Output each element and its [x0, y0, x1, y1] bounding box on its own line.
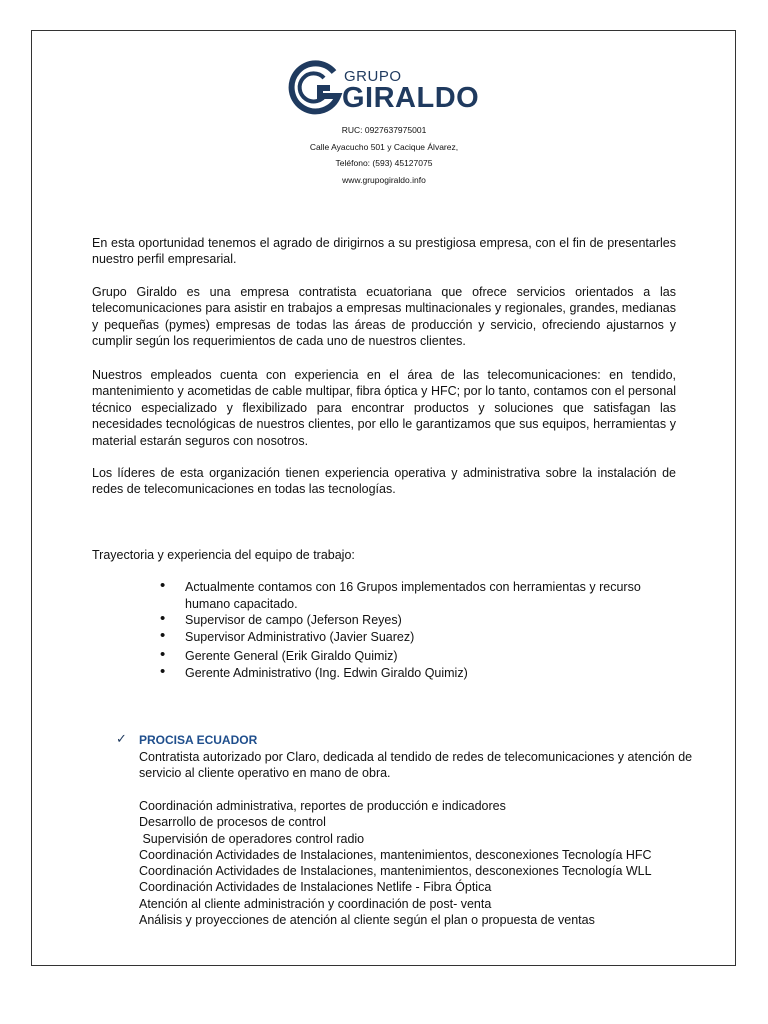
list-item: • Gerente Administrativo (Ing. Edwin Giraldo Quimiz): [160, 665, 680, 682]
list-item: • Supervisor Administrativo (Javier Suarez): [160, 629, 680, 646]
list-item: Coordinación Actividades de Instalaciones, mantenimientos, desconexiones Tecnología WLL: [139, 864, 652, 879]
list-item: Supervisión de operadores control radio: [139, 831, 365, 846]
staff-paragraph: Nuestros empleados cuenta con experiencia en el área de las telecomunicaciones: en tendido, mantenimiento y acometidas de cable multipar, fibra óptica y HFC; por lo tanto, contamos con el personal técnico especializado y flexibilizado para encontrar productos y soluciones que satisfagan las necesidades tecnológicas de nuestros clientes, por ello le garantizamos que sus equipos, herramientas y material estarán seguros con nosotros.: [92, 368, 676, 448]
procisa-task-list: [139, 798, 699, 928]
check-icon: ✓: [116, 731, 127, 746]
contact-block: [0, 122, 768, 188]
list-item: Coordinación Actividades de Instalaciones, mantenimientos, desconexiones Tecnología HFC: [139, 847, 652, 862]
list-item: Análisis y proyecciones de atención al cliente según el plan o propuesta de ventas: [139, 913, 595, 928]
list-item: • Actualmente contamos con 16 Grupos implementados con herramientas y recurso humano capacitado.: [160, 579, 680, 612]
ruc-line: RUC: 0927637975001: [341, 125, 427, 135]
team-list: [160, 579, 680, 681]
phone-line: Teléfono: (593) 45127075: [335, 158, 433, 168]
trajectory-heading: Trayectoria y experiencia del equipo de trabajo:: [92, 548, 355, 562]
list-item: Atención al cliente administración y coordinación de post- venta: [139, 896, 492, 911]
list-item: Coordinación administrativa, reportes de producción e indicadores: [139, 799, 506, 813]
list-item: Desarrollo de procesos de control: [139, 815, 326, 830]
intro-paragraph: En esta oportunidad tenemos el agrado de dirigirnos a su prestigiosa empresa, con el fin de presentarles nuestro perfil empresarial.: [92, 236, 676, 267]
leaders-paragraph: Los líderes de esta organización tienen experiencia operativa y administrativa sobre la instalación de redes de telecomunicaciones en todas las tecnologías.: [92, 466, 676, 497]
logo-mark-icon: [288, 60, 348, 116]
logo-text-giraldo: GIRALDO: [342, 82, 480, 114]
list-item: • Supervisor de campo (Jeferson Reyes): [160, 612, 680, 629]
logo-text-grupo: GRUPO: [344, 68, 402, 85]
list-item: • Gerente General (Erik Giraldo Quimiz): [160, 648, 680, 665]
about-paragraph: Grupo Giraldo es una empresa contratista ecuatoriana que ofrece servicios orientados a las telecomunicaciones para asistir en trabajos a empresas multinacionales y regionales, grandes, medianas y pequeñas (pymes) empresas de todas las áreas de producción y servicio, ofreciendo ajustarnos y cumplir según los requerimientos de cada uno de nuestros clientes.: [92, 285, 676, 349]
company-logo: [288, 60, 480, 120]
procisa-title: PROCISA ECUADOR: [139, 733, 258, 747]
procisa-description: Contratista autorizado por Claro, dedicada al tendido de redes de telecomunicaciones y atención de servicio al cliente operativo en mano de obra.: [139, 750, 693, 781]
list-item: Coordinación Actividades de Instalaciones Netlife - Fibra Óptica: [139, 880, 492, 895]
website-link[interactable]: www.grupogiraldo.info: [342, 174, 426, 185]
address-line: Calle Ayacucho 501 y Cacique Álvarez,: [309, 141, 459, 152]
